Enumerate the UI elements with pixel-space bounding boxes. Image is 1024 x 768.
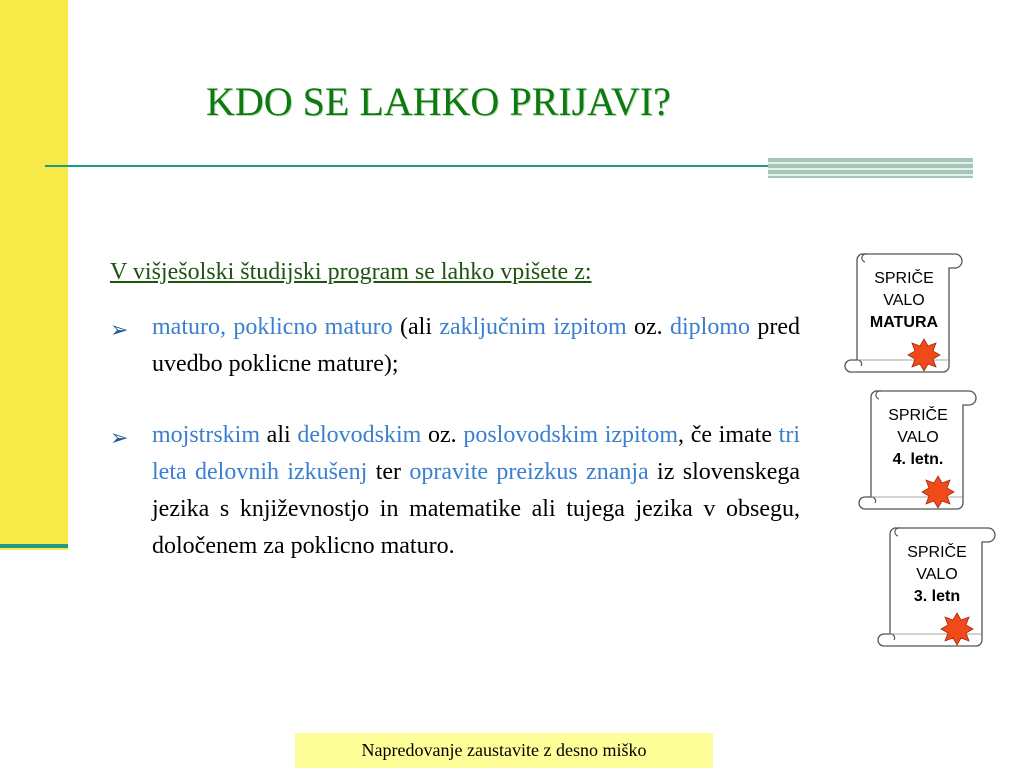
bullet2-highlight-2: delovodskim <box>297 422 422 448</box>
content-heading: V višješolski študijski program se lahko vpišete z: <box>110 259 592 285</box>
star-seal-icon <box>907 338 941 372</box>
certificate-scroll-matura <box>843 246 963 364</box>
scroll-label: SPRIČE VALO 3. letn <box>907 544 967 605</box>
bullet2-highlight-5: opravite preizkus znanja <box>409 459 649 485</box>
certificate-scroll-3-letn <box>876 520 996 638</box>
bullet1-highlight-1: maturo, poklicno maturo <box>152 314 393 340</box>
bullet2-text-2: oz. <box>421 422 464 448</box>
bullet2-text-1: ali <box>260 422 298 448</box>
bullet2-highlight-3: poslovodskim izpitom <box>463 422 679 448</box>
bullet-item-1 <box>110 309 800 383</box>
footer-hint: Napredovanje zaustavite z desno miško <box>295 733 713 768</box>
star-seal-icon <box>921 475 955 509</box>
arrow-bullet-icon: ➢ <box>110 425 129 450</box>
bullet1-text-3: pred uvedbo poklicne mature); <box>152 314 801 377</box>
star-seal-icon <box>940 612 974 646</box>
scroll-label: SPRIČE VALO 4. letn. <box>888 407 948 468</box>
bullet-item-2 <box>110 417 800 565</box>
bullet2-highlight-1: mojstrskim <box>152 422 261 448</box>
bullet2-text-3: , če imate <box>678 422 779 448</box>
slide-content <box>110 254 800 599</box>
arrow-bullet-icon: ➢ <box>110 317 129 342</box>
slide-title: KDO SE LAHKO PRIJAVI? <box>206 79 671 124</box>
bullet2-text-5: iz slovenskega jezika s književnostjo in matematike ali tujega jezika v obsegu, določenem za poklicno maturo. <box>152 459 801 559</box>
left-bar-divider <box>0 544 68 548</box>
left-yellow-bar <box>0 0 68 550</box>
bullet1-highlight-3: diplomo <box>670 314 751 340</box>
scroll-label: SPRIČE VALO MATURA <box>869 270 939 331</box>
bullet1-highlight-2: zaključnim izpitom <box>439 314 627 340</box>
bullet1-text-1: (ali <box>392 314 440 340</box>
bullet1-text-2: oz. <box>626 314 671 340</box>
bullet2-text-4: ter <box>367 459 410 485</box>
bullet2-highlight-4: tri leta delovnih izkušenj <box>152 422 800 485</box>
certificate-scroll-4-letn <box>857 383 977 501</box>
title-divider-accent <box>768 158 973 178</box>
